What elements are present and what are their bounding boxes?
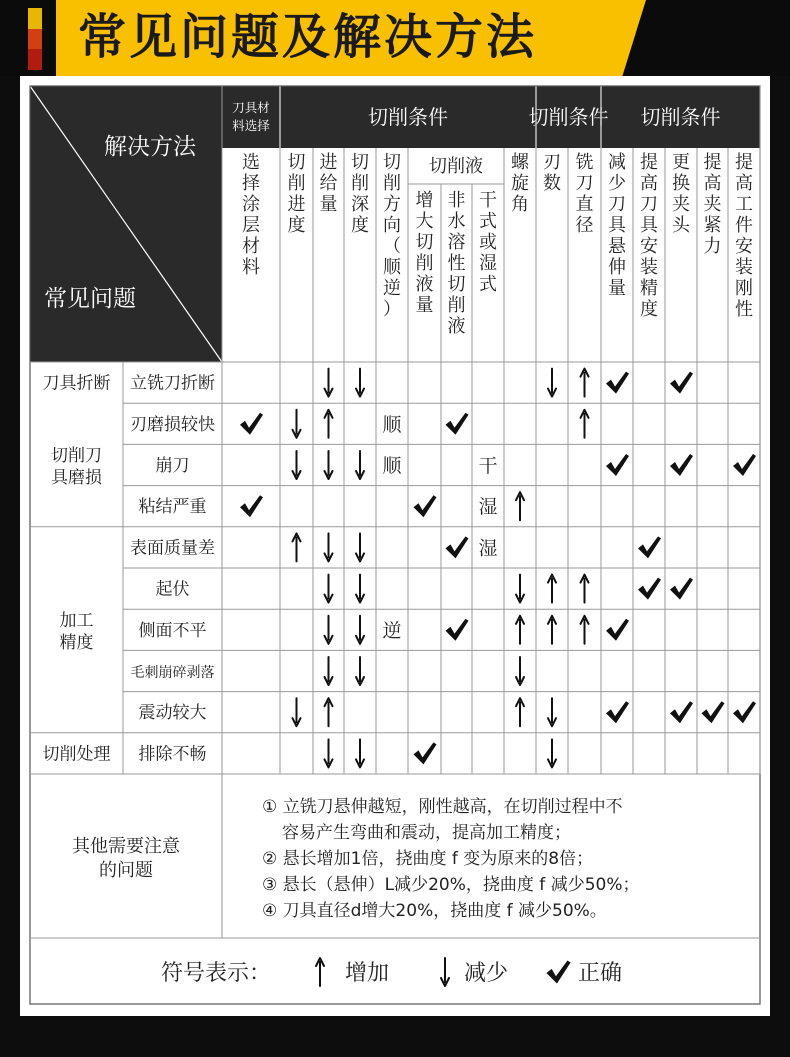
problem-label: 刃磨损较快 [130, 414, 215, 435]
up-arrow-icon [581, 616, 589, 644]
up-arrow-icon [293, 533, 301, 561]
checkmark-icon [733, 454, 756, 476]
notes-label: 的问题 [99, 860, 153, 881]
checkmark-icon [606, 372, 629, 394]
down-arrow-icon [441, 958, 449, 986]
down-arrow-icon [356, 739, 364, 767]
down-arrow-icon [548, 698, 556, 726]
down-arrow-icon [548, 369, 556, 397]
checkmark-icon [606, 454, 629, 476]
legend-label: 符号表示： [160, 961, 272, 986]
down-arrow-icon [356, 533, 364, 561]
down-arrow-icon [548, 739, 556, 767]
corner-label-problem: 常见问题 [44, 286, 136, 312]
column-header: 切削方向（顺逆） [383, 152, 401, 320]
checkmark-icon [446, 619, 469, 641]
title-bar [0, 0, 790, 76]
checkmark-icon [240, 413, 263, 435]
title-accent-stripes [28, 8, 42, 70]
problem-label: 排除不畅 [138, 744, 207, 765]
problem-label: 表面质量差 [130, 538, 215, 559]
column-header: 选择涂层材料 [242, 152, 260, 278]
column-header: 增大切削液量 [415, 190, 434, 316]
cell-text: 湿 [478, 496, 498, 519]
checkmark-icon [670, 701, 693, 723]
problem-label: 毛刺崩碎剥落 [130, 665, 215, 681]
problem-label: 崩刀 [155, 456, 190, 476]
category-label: 加工 [59, 610, 94, 631]
down-arrow-icon [356, 369, 364, 397]
cell-text: 顺 [382, 413, 402, 436]
legend-text-increase: 增加 [345, 961, 390, 986]
accent-stripe-yellow [28, 8, 42, 29]
down-arrow-icon [325, 369, 333, 397]
header-spacer [472, 148, 504, 150]
checkmark-icon [606, 619, 629, 641]
column-header: 提高夹紧力 [703, 152, 722, 257]
down-arrow-icon [356, 657, 364, 685]
up-arrow-icon [581, 369, 589, 397]
checkmark-icon [638, 578, 661, 600]
down-arrow-icon [516, 575, 524, 603]
up-arrow-icon [325, 698, 333, 726]
accent-stripe-orange [28, 29, 42, 50]
category-label: 切削刀 [51, 446, 102, 466]
down-arrow-icon [516, 657, 524, 685]
down-arrow-icon [293, 451, 301, 479]
checkmark-icon [446, 413, 469, 435]
corner-label-solution: 解决方法 [104, 134, 196, 160]
checkmark-icon [446, 536, 469, 558]
up-arrow-icon [548, 575, 556, 603]
up-arrow-icon [316, 958, 324, 986]
up-arrow-icon [581, 410, 589, 438]
category-label: 精度 [59, 632, 94, 653]
column-header: 非水溶性切削液 [447, 190, 466, 337]
note-line: ④ 刀具直径d增大20%，挠曲度 f 减少50%。 [262, 901, 607, 921]
down-arrow-icon [325, 575, 333, 603]
header-group-cutting-conditions: 切削条件 [368, 105, 448, 129]
note-line: ① 立铣刀悬伸越短，刚性越高，在切削过程中不 [262, 797, 623, 817]
down-arrow-icon [293, 410, 301, 438]
page-title: 常见问题及解决方法 [78, 9, 538, 65]
down-arrow-icon [325, 533, 333, 561]
down-arrow-icon [356, 575, 364, 603]
problem-label: 起伏 [155, 579, 190, 600]
column-header: 进给量 [319, 152, 338, 215]
problem-label: 侧面不平 [138, 620, 207, 641]
column-header: 提高工件安装刚性 [735, 152, 753, 320]
cell-text: 干 [478, 455, 498, 477]
up-arrow-icon [581, 575, 589, 603]
checkmark-icon [733, 701, 756, 723]
down-arrow-icon [356, 616, 364, 644]
checkmark-icon [606, 701, 629, 723]
column-header: 切削进度 [287, 152, 306, 236]
checkmark-icon [638, 536, 661, 558]
header-coolant-group: 切削液 [429, 156, 483, 177]
column-header: 干式或湿式 [479, 190, 497, 295]
column-header: 减少刀具悬伸量 [608, 152, 626, 299]
column-header: 更换夹头 [672, 152, 690, 236]
up-arrow-icon [325, 410, 333, 438]
column-header: 铣刀直径 [575, 152, 594, 236]
up-arrow-icon [516, 616, 524, 644]
column-header: 刃数 [543, 152, 561, 194]
up-arrow-icon [548, 616, 556, 644]
header-group-cutting-conditions: 切削条件 [640, 105, 721, 129]
header-group-tool-material-1: 刀具材 [232, 100, 270, 115]
down-arrow-icon [293, 698, 301, 726]
checkmark-icon [414, 742, 437, 764]
checkmark-icon [702, 701, 725, 723]
checkmark-icon [670, 578, 693, 600]
column-header: 切削深度 [351, 152, 369, 236]
legend-text-decrease: 减少 [464, 961, 509, 986]
column-header: 螺旋角 [511, 152, 529, 215]
checkmark-icon [670, 372, 693, 394]
up-arrow-icon [516, 698, 524, 726]
header-group-cutting-conditions: 切削条件 [528, 105, 609, 129]
column-header: 提高刀具安装精度 [640, 152, 658, 320]
note-line: ② 悬长增加1倍，挠曲度 f 变为原来的8倍； [262, 849, 594, 869]
checkmark-icon [546, 960, 570, 983]
category-label: 具磨损 [51, 468, 102, 488]
down-arrow-icon [325, 739, 333, 767]
legend-text-correct: 正确 [578, 961, 623, 986]
header-group-tool-material-2: 料选择 [232, 118, 270, 133]
cell-text: 湿 [478, 537, 498, 560]
category-label: 切削处理 [42, 744, 111, 765]
troubleshooting-table [20, 76, 770, 1016]
problem-label: 立铣刀折断 [130, 373, 215, 394]
up-arrow-icon [516, 492, 524, 520]
down-arrow-icon [325, 616, 333, 644]
checkmark-icon [414, 495, 437, 517]
note-line: ③ 悬长（悬伸）L减少20%，挠曲度 f 减少50%； [262, 875, 640, 895]
note-line: 容易产生弯曲和震动，提高加工精度； [282, 823, 571, 843]
notes-label: 其他需要注意 [72, 836, 180, 857]
problem-label: 粘结严重 [138, 497, 207, 518]
checkmark-icon [240, 495, 263, 517]
category-label: 刀具折断 [42, 373, 111, 394]
table-canvas [20, 76, 770, 1016]
down-arrow-icon [356, 451, 364, 479]
cell-text: 顺 [382, 455, 402, 477]
cell-text: 逆 [382, 619, 402, 642]
down-arrow-icon [325, 657, 333, 685]
down-arrow-icon [325, 451, 333, 479]
accent-stripe-red [28, 49, 42, 70]
checkmark-icon [670, 454, 693, 476]
problem-label: 震动较大 [138, 703, 207, 724]
